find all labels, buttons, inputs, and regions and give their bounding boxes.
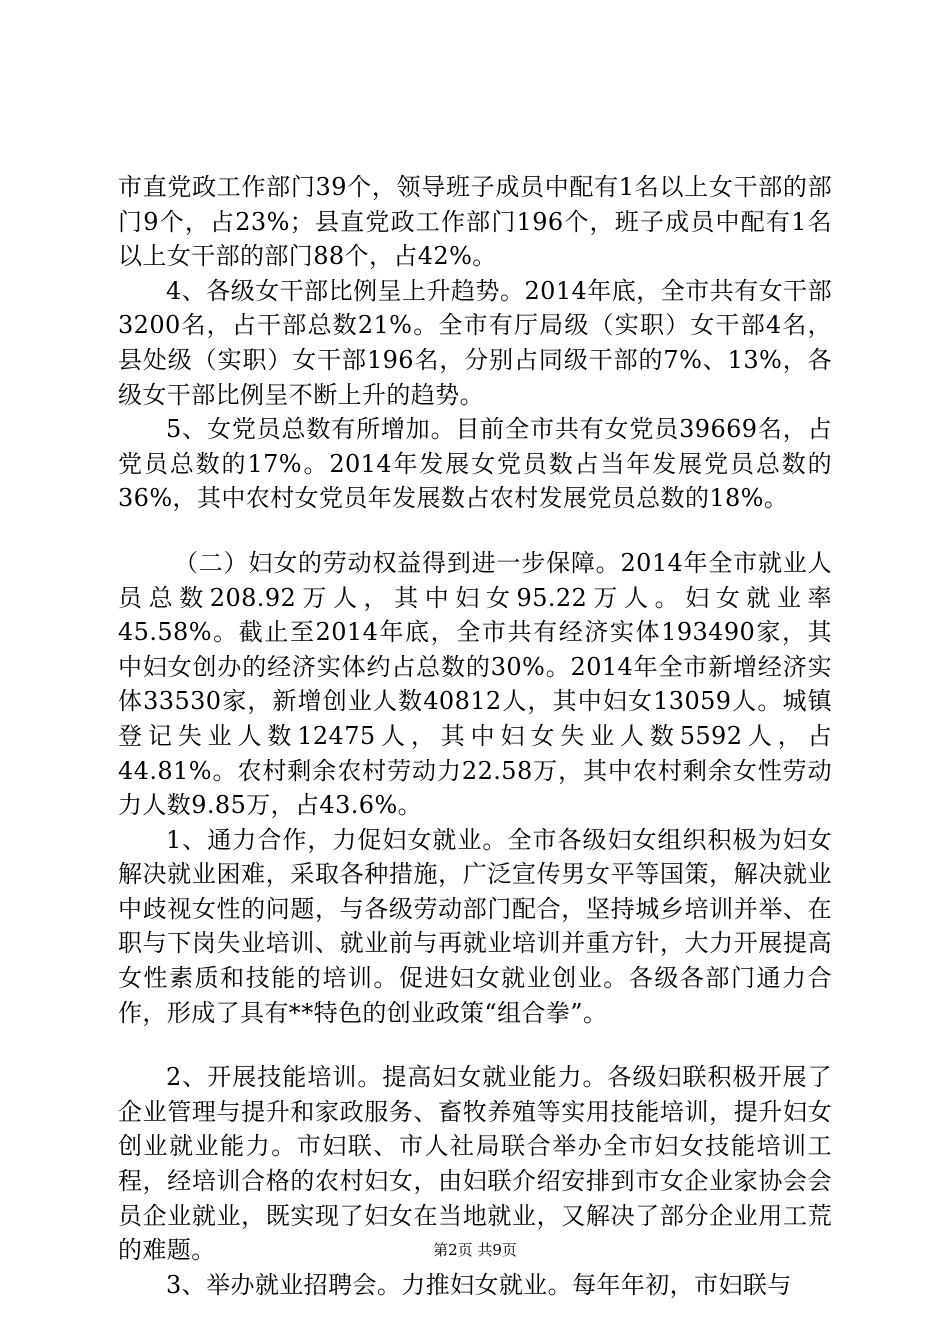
paragraph-continuation: 市直党政工作部门39个，领导班子成员中配有1名以上女干部的部门9个，占23%；县直党政工作部门196个，班子成员中配有1名以上女干部的部门88个，占42%。 (118, 173, 832, 271)
paragraph-item-4: 4、各级女干部比例呈上升趋势。2014年底，全市共有女干部3200名，占干部总数21%。全市有厅局级（实职）女干部4名，县处级（实职）女干部196名，分别占同级干部的7%、13%，各级女干部比例呈不断上升的趋势。 (118, 276, 832, 409)
paragraph-item-2: 2、开展技能培训。提高妇女就业能力。各级妇联积极开展了企业管理与提升和家政服务、畜牧养殖等实用技能培训，提升妇女创业就业能力。市妇联、市人社局联合举办全市妇女技能培训工程，经培训合格的农村妇女，由妇联介绍安排到市女企业家协会会员企业就业，既实现了妇女在当地就业，又解决了部分企业用工荒的难题。 (118, 1063, 832, 1265)
document-body (118, 170, 832, 1302)
paragraph-item-1: 1、通力合作，力促妇女就业。全市各级妇女组织积极为妇女解决就业困难，采取各种措施，广泛宣传男女平等国策，解决就业中歧视女性的问题，与各级劳动部门配合，坚持城乡培训并举、在职与下岗失业培训、就业前与再就业培训并重方针，大力开展提高女性素质和技能的培训。促进妇女就业创业。各级各部门通力合作，形成了具有**特色的创业政策“组合拳”。 (118, 825, 832, 1027)
paragraph-item-5: 5、女党员总数有所增加。目前全市共有女党员39669名，占党员总数的17%。2014年发展女党员数占当年发展党员总数的36%，其中农村女党员年发展数占农村发展党员总数的18%。 (118, 415, 832, 513)
paragraph-item-3: 3、举办就业招聘会。力推妇女就业。每年年初，市妇联与 (166, 1270, 792, 1299)
page-number-footer: 第2页 共9页 (433, 1241, 517, 1259)
paragraph-section-2: （二）妇女的劳动权益得到进一步保障。2014年全市就业人员总数208.92万人，其中妇女95.22万人。妇女就业率45.58%。截止至2014年底，全市共有经济实体193490家，其中妇女创办的经济实体约占总数的30%。2014年全市新增经济实体33530家，新增创业人数40812人，其中妇女13059人。城镇登记失业人数12475人，其中妇女失业人数5592人，占44.81%。农村剩余农村劳动力22.58万，其中农村剩余女性劳动力人数9.85万，占43.6%。 (118, 548, 832, 820)
